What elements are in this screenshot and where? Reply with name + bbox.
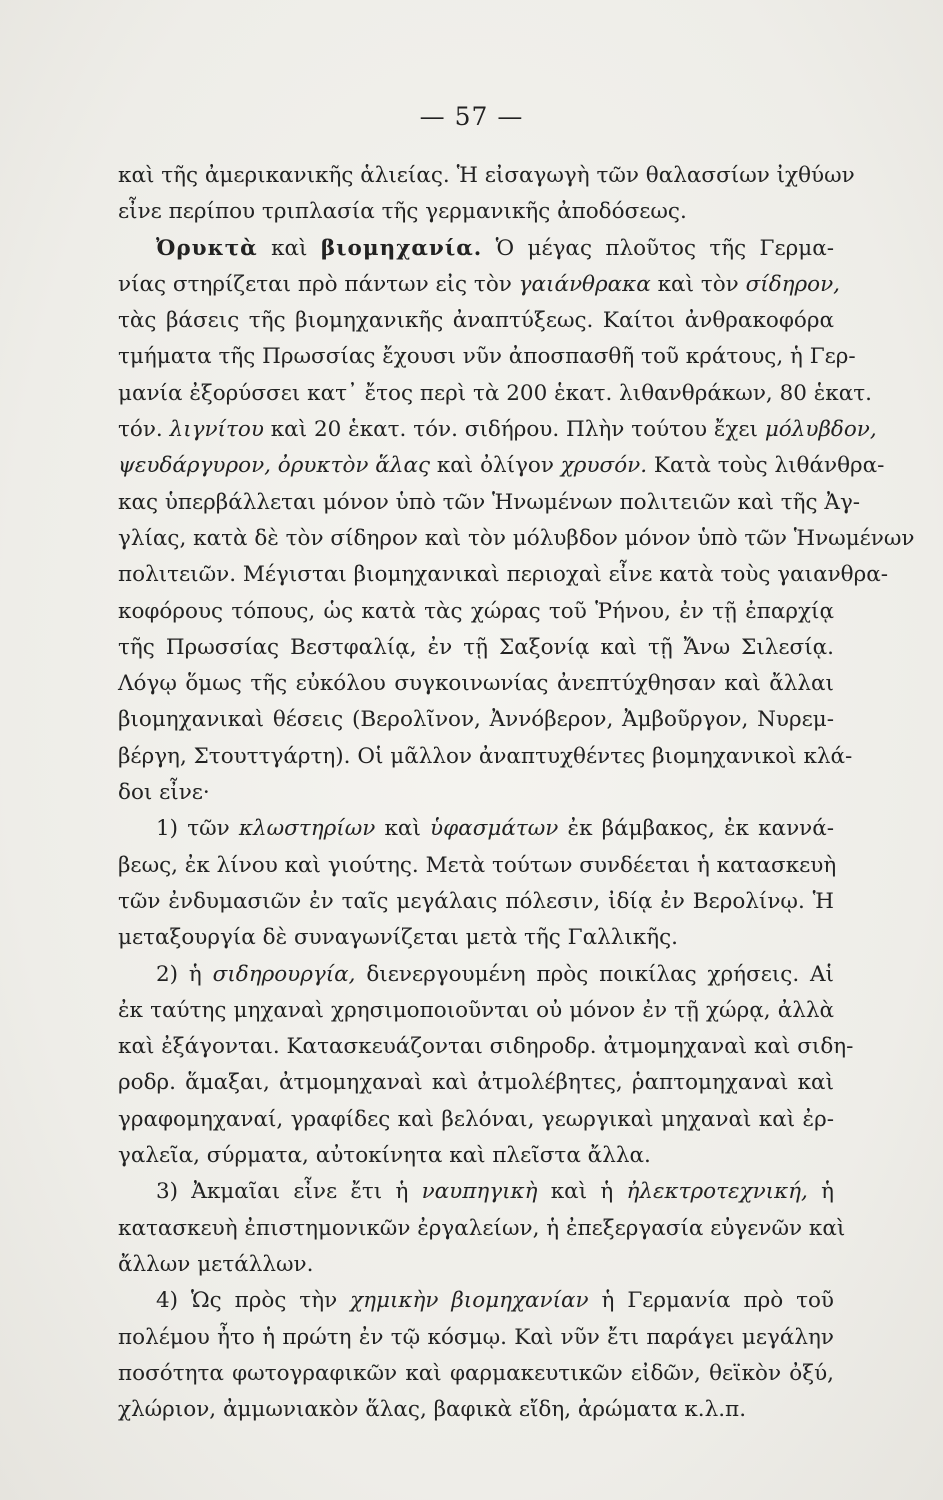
text-run: 1) τῶν — [156, 816, 239, 842]
text-line: βεως, ἐκ λίνου καὶ γιούτης. Μετὰ τούτων συνδέεται ἡ κατασκευὴ — [118, 852, 837, 878]
text-line — [118, 811, 834, 847]
text-line: κας ὑπερβάλλεται μόνον ὑπὸ τῶν Ἡνωμένων πολιτειῶν καὶ τῆς Ἀγ- — [118, 489, 861, 515]
text-line: ἐκ ταύτης μηχαναὶ χρησιμοποιοῦνται οὐ μόνον ἐν τῇ χώρᾳ, ἀλλὰ — [118, 997, 834, 1023]
text-line — [118, 448, 885, 484]
text-run: καὶ τὸν — [650, 271, 746, 297]
bold-heading: βιομηχανία. — [320, 235, 483, 261]
italic-term: χημικὴν βιομηχανίαν — [350, 1288, 589, 1314]
italic-term: ὑφασμάτων — [430, 816, 559, 842]
text-line: τῆς Πρωσσίας Βεστφαλίᾳ, ἐν τῇ Σαξονίᾳ καὶ τῇ Ἄνω Σιλεσίᾳ. — [118, 634, 834, 660]
italic-term: χρυσόν. — [560, 453, 648, 479]
text-run: καὶ 20 ἑκατ. τόν. σιδήρου. Πλὴν τούτου ἔχει — [263, 417, 765, 443]
page-number: — 57 — — [419, 102, 524, 131]
italic-term: κλωστηρίων — [238, 816, 376, 842]
text-run: καὶ — [257, 235, 321, 261]
text-line: τῶν ἐνδυμασιῶν ἐν ταῖς μεγάλαις πόλεσιν, ἰδίᾳ ἐν Βερολίνῳ. Ἡ — [118, 888, 834, 914]
italic-term: ἠλεκτροτεχνική, — [626, 1179, 808, 1205]
text-line: γαλεῖα, σύρματα, αὐτοκίνητα καὶ πλεῖστα ἄλλα. — [118, 1143, 651, 1169]
text-run: καὶ — [375, 816, 431, 842]
bold-heading: Ὀρυκτὰ — [156, 235, 258, 261]
text-line: γραφομηχαναί, γραφίδες καὶ βελόναι, γεωργικαὶ μηχαναὶ καὶ ἐρ- — [118, 1106, 834, 1132]
text-run: ἐκ βάμβακος, ἐκ καννά- — [558, 816, 835, 842]
text-line: μανία ἐξορύσσει κατ᾽ ἔτος περὶ τὰ 200 ἑκατ. λιθανθράκων, 80 ἑκατ. — [118, 380, 872, 406]
italic-term: μόλυβδον, — [764, 417, 877, 443]
text-run: 3) Ἀκμαῖαι εἶνε ἔτι ἡ — [156, 1179, 422, 1205]
text-line: δοι εἶνε· — [118, 780, 210, 806]
text-line — [118, 1174, 834, 1210]
text-line: βέργη, Στουττγάρτη). Οἱ μᾶλλον ἀναπτυχθέντες βιομηχανικοὶ κλά- — [118, 743, 853, 769]
text-run: διενεργουμένη πρὸς ποικίλας χρήσεις. Αἱ — [355, 961, 834, 987]
text-line — [118, 412, 877, 448]
text-line: ἄλλων μετάλλων. — [118, 1251, 314, 1277]
text-line — [118, 957, 834, 993]
body-text — [118, 158, 915, 1428]
italic-term: σιδηρουργία, — [212, 961, 356, 987]
text-line: μεταξουργία δὲ συναγωνίζεται μετὰ τῆς Γαλλικῆς. — [118, 925, 678, 951]
text-line: πολιτειῶν. Μέγισται βιομηχανικαὶ περιοχαὶ εἶνε κατὰ τοὺς γαιανθρα- — [118, 562, 889, 588]
text-line: ποσότητα φωτογραφικῶν καὶ φαρμακευτικῶν εἰδῶν, θεϊκὸν ὀξύ, — [118, 1360, 834, 1386]
text-run: ἡ — [807, 1179, 835, 1205]
text-line: πολέμου ἦτο ἡ πρώτη ἐν τῷ κόσμῳ. Καὶ νῦν ἔτι παράγει μεγάλην — [118, 1324, 834, 1350]
text-line — [118, 267, 841, 303]
italic-term: ψευδάργυρον, ὀρυκτὸν ἅλας — [118, 453, 431, 479]
text-line: Λόγῳ ὅμως τῆς εὐκόλου συγκοινωνίας ἀνεπτύχθησαν καὶ ἄλλαι — [118, 671, 834, 697]
text-run: ἡ Γερμανία πρὸ τοῦ — [588, 1288, 834, 1314]
text-line: κοφόρους τόπους, ὡς κατὰ τὰς χώρας τοῦ Ῥήνου, ἐν τῇ ἐπαρχίᾳ — [118, 598, 834, 624]
text-line: ροδρ. ἅμαξαι, ἀτμομηχαναὶ καὶ ἀτμολέβητες, ῥαπτομηχαναὶ καὶ — [118, 1070, 834, 1096]
italic-term: σίδηρον, — [745, 271, 841, 297]
text-line — [118, 1283, 834, 1319]
text-run: καὶ ἡ — [537, 1179, 627, 1205]
text-run: νίας στηρίζεται πρὸ πάντων εἰς τὸν — [118, 271, 519, 297]
text-line: χλώριον, ἀμμωνιακὸν ἅλας, βαφικὰ εἴδη, ἀρώματα κ.λ.π. — [118, 1397, 747, 1423]
text-run: καὶ ὀλίγον — [430, 453, 561, 479]
italic-term: ναυπηγικὴ — [421, 1179, 538, 1205]
text-line: εἶνε περίπου τριπλασία τῆς γερμανικῆς ἀποδόσεως. — [118, 199, 687, 225]
text-line: βιομηχανικαὶ θέσεις (Βερολῖνον, Ἀννόβερον, Ἀμβοῦργον, Νυρεμ- — [118, 707, 834, 733]
text-line: καὶ τῆς ἀμερικανικῆς ἁλιείας. Ἡ εἰσαγωγὴ τῶν θαλασσίων ἰχθύων — [118, 163, 855, 188]
text-run: τόν. — [118, 417, 170, 443]
italic-term: λιγνίτου — [169, 417, 264, 443]
text-line — [118, 231, 834, 267]
text-line: γλίας, κατὰ δὲ τὸν σίδηρον καὶ τὸν μόλυβδον μόνον ὑπὸ τῶν Ἡνωμένων — [118, 525, 915, 551]
text-line: κατασκευὴ ἐπιστημονικῶν ἐργαλείων, ἡ ἐπεξεργασία εὐγενῶν καὶ — [118, 1215, 846, 1241]
italic-term: γαιάνθρακα — [518, 271, 651, 297]
text-run: 4) Ὡς πρὸς τὴν — [156, 1288, 351, 1314]
text-line: καὶ ἐξάγονται. Κατασκευάζονται σιδηροδρ. ἀτμομηχαναὶ καὶ σιδη- — [118, 1034, 854, 1060]
text-run: Ὁ μέγας πλοῦτος τῆς Γερμα- — [482, 235, 834, 261]
text-run: 2) ἡ — [156, 961, 213, 987]
text-line: τὰς βάσεις τῆς βιομηχανικῆς ἀναπτύξεως. Καίτοι ἀνθρακοφόρα — [118, 308, 834, 334]
text-run: Κατὰ τοὺς λιθάνθρα- — [647, 453, 885, 479]
text-line: τμήματα τῆς Πρωσσίας ἔχουσι νῦν ἀποσπασθῆ τοῦ κράτους, ἡ Γερ- — [118, 344, 856, 370]
